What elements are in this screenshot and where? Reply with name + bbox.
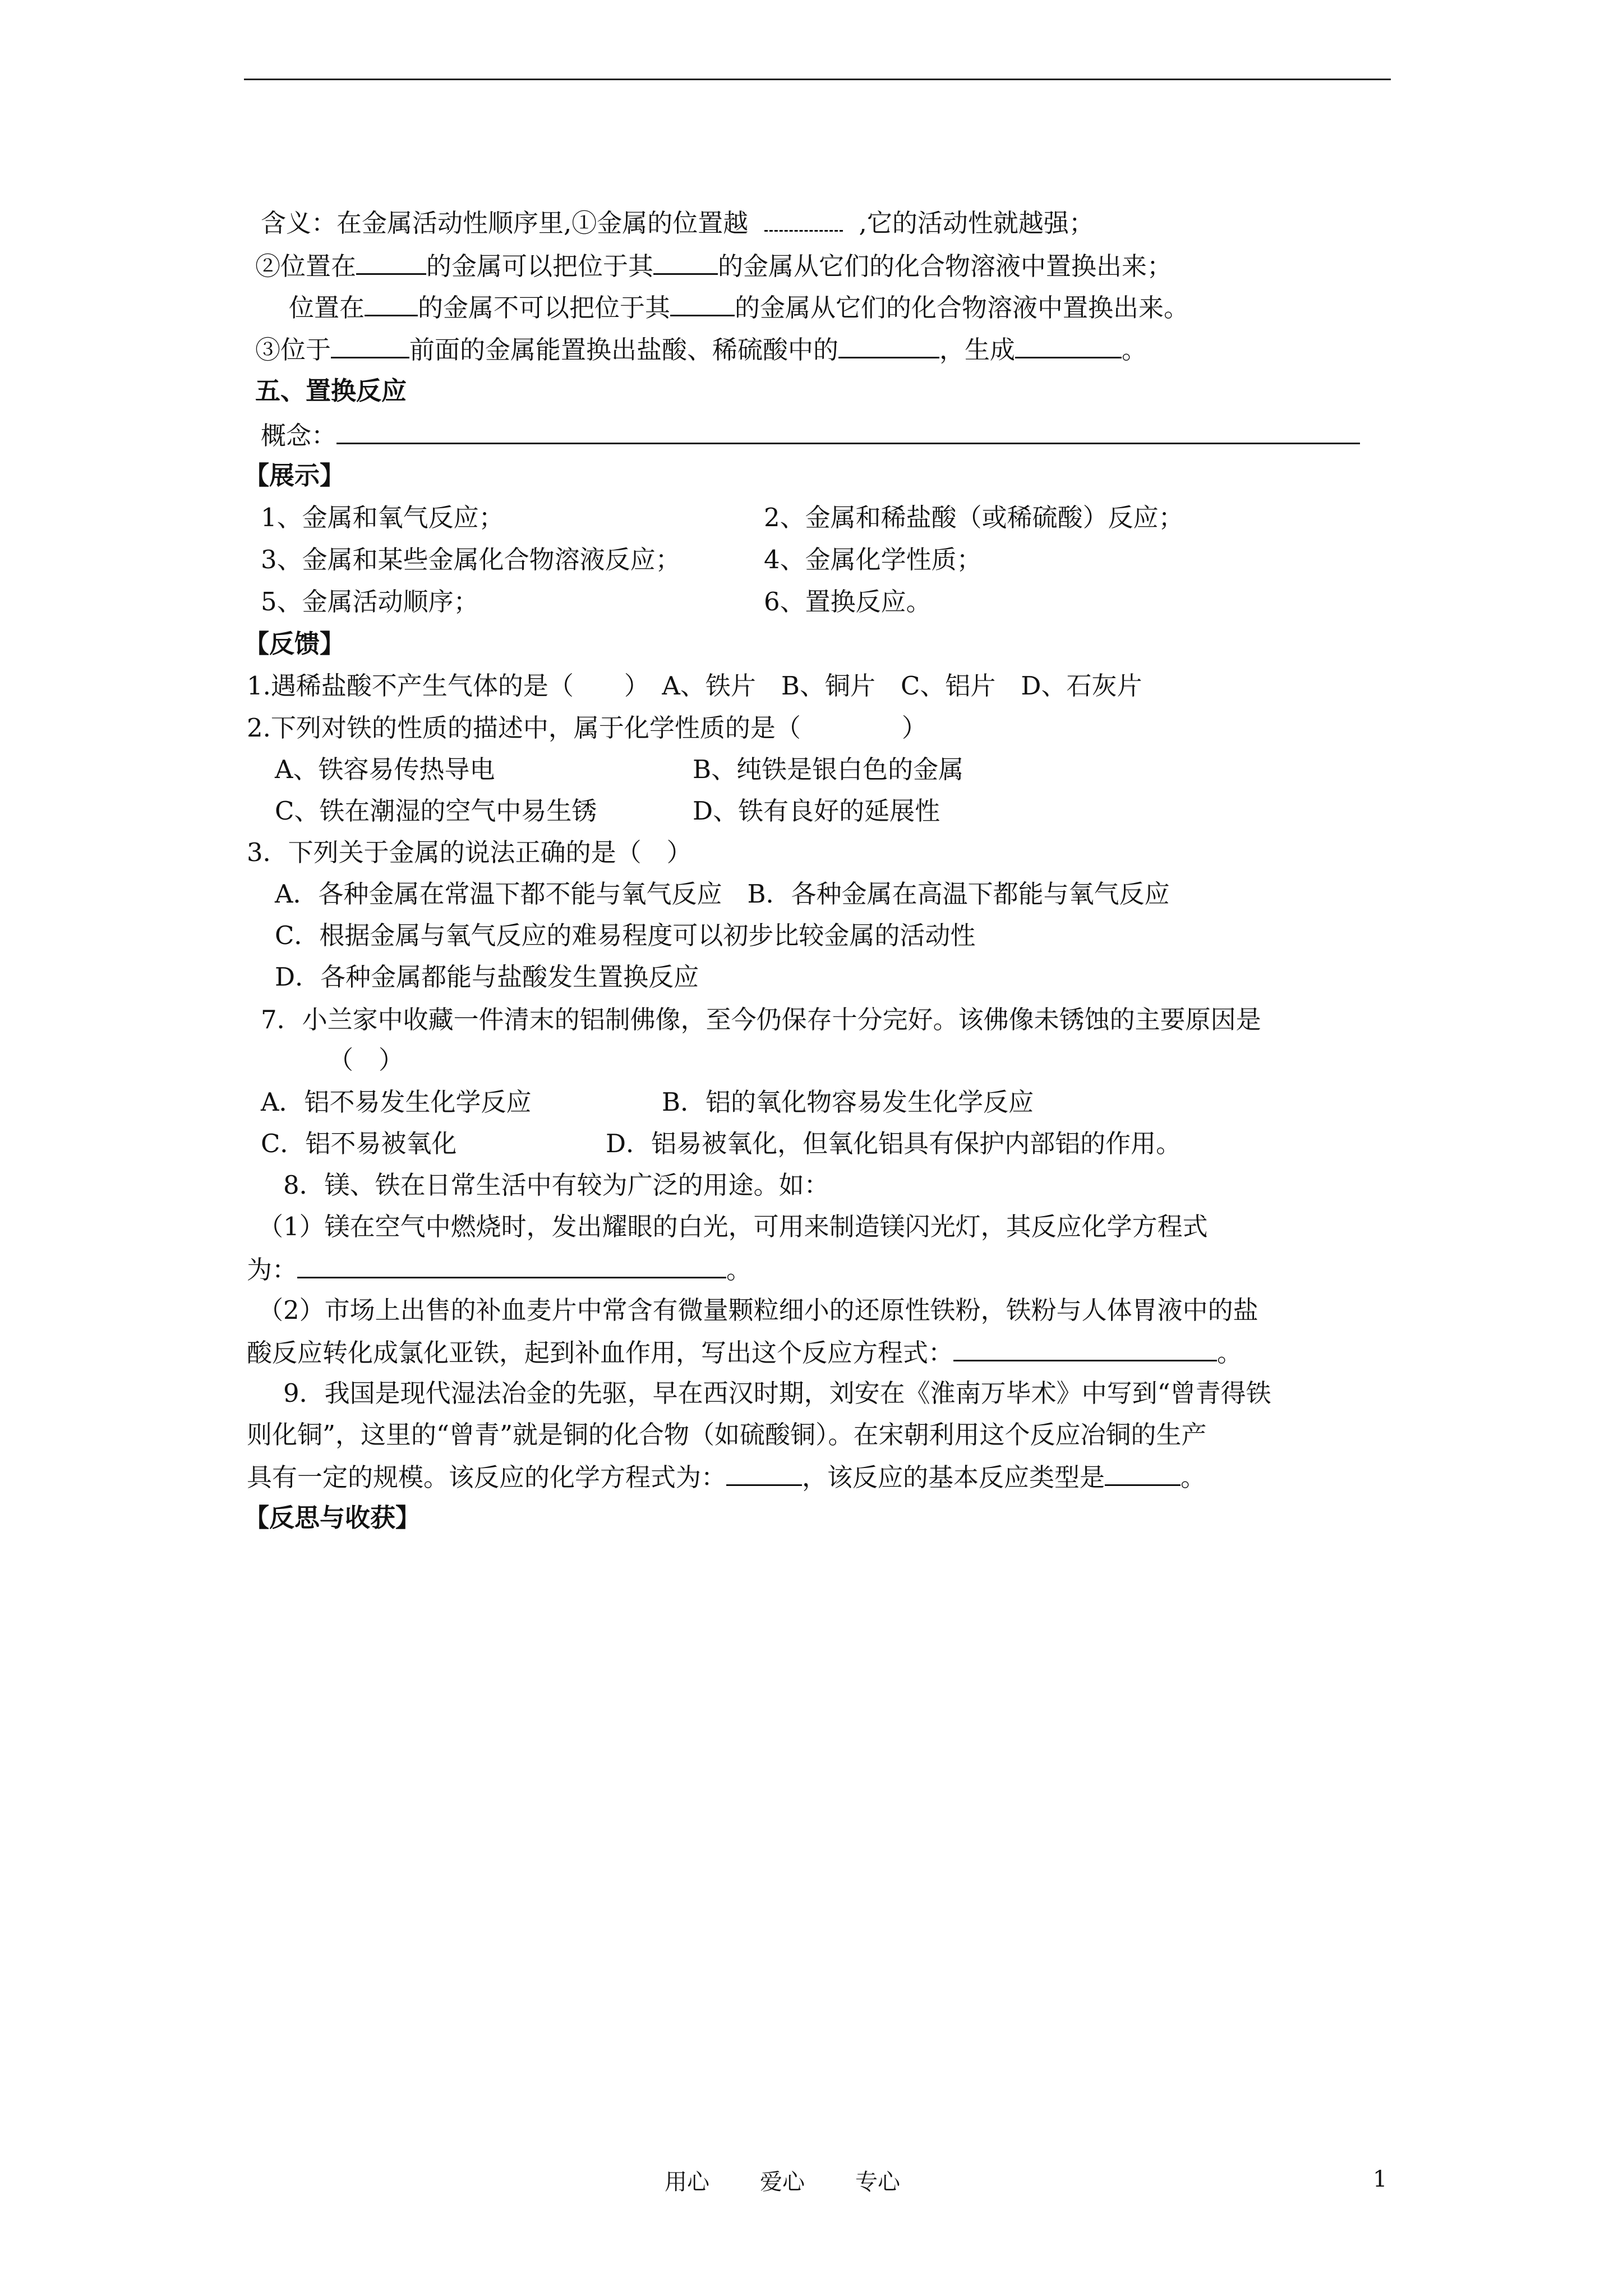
intro-line-4: ③位于 前面的金属能置换出盐酸、稀硫酸中的 ，生成 。 <box>255 332 1147 367</box>
question-8-1-answer: 为： 。 <box>247 1252 751 1287</box>
option: A、铁容易传热导电 <box>275 754 495 784</box>
display-item: 1、金属和氧气反应； <box>261 503 504 532</box>
intro-line-3: 位置在 的金属不可以把位于其 的金属从它们的化合物溶液中置换出来。 <box>289 290 1189 325</box>
display-heading: 【展示】 <box>244 461 345 490</box>
option: A．铝不易发生化学反应 <box>261 1087 532 1117</box>
display-item: 2、金属和稀盐酸（或稀硫酸）反应； <box>764 503 1184 532</box>
option: B、纯铁是银白色的金属 <box>693 754 964 784</box>
question-9-line-3: 具有一定的规模。该反应的化学方程式为： ，该反应的基本反应类型是 。 <box>247 1460 1206 1494</box>
question-2: 2.下列对铁的性质的描述中，属于化学性质的是（ ） <box>247 713 927 743</box>
question-8: 8．镁、铁在日常生活中有较为广泛的用途。如： <box>283 1170 829 1200</box>
option: C．根据金属与氧气反应的难易程度可以初步比较金属的活动性 <box>275 921 976 950</box>
question-7: 7．小兰家中收藏一件清末的铝制佛像，至今仍保存十分完好。该佛像未锈蚀的主要原因是 <box>261 1005 1261 1034</box>
option: A．各种金属在常温下都不能与氧气反应 B．各种金属在高温下都能与氧气反应 <box>275 879 1170 909</box>
question-7-paren: （ ） <box>328 1045 404 1075</box>
display-item: 4、金属化学性质； <box>764 545 982 574</box>
blank[interactable] <box>356 249 426 275</box>
footer-motto: 爱心 <box>760 2169 805 2195</box>
option: B．铝的氧化物容易发生化学反应 <box>662 1087 1034 1117</box>
blank[interactable] <box>1015 332 1122 358</box>
page-number: 1 <box>1373 2166 1387 2192</box>
option: C、铁在潮湿的空气中易生锈 <box>275 796 597 826</box>
answer-blank[interactable] <box>726 1460 802 1486</box>
option: D．各种金属都能与盐酸发生置换反应 <box>275 962 699 992</box>
answer-blank[interactable] <box>297 1252 726 1278</box>
blank[interactable] <box>331 332 409 358</box>
answer-blank[interactable] <box>953 1335 1217 1361</box>
option: D、铁有良好的延展性 <box>693 796 940 826</box>
question-1: 1.遇稀盐酸不产生气体的是（ ） A、铁片 B、铜片 C、铝片 D、石灰片 <box>247 671 1142 701</box>
section-title: 五、置换反应 <box>255 376 407 406</box>
footer-mottos <box>665 2164 951 2196</box>
intro-line-2: ②位置在 的金属可以把位于其 的金属从它们的化合物溶液中置换出来； <box>255 249 1172 283</box>
question-8-2-answer: 酸反应转化成氯化亚铁，起到补血作用，写出这个反应方程式： 。 <box>247 1335 1242 1370</box>
footer-motto: 专心 <box>855 2169 900 2195</box>
concept-line: 概念： <box>261 418 1360 453</box>
display-item: 6、置换反应。 <box>764 587 932 616</box>
question-3: 3．下列关于金属的说法正确的是（ ） <box>247 838 692 867</box>
blank[interactable] <box>838 332 939 358</box>
blank[interactable] <box>365 290 418 316</box>
blank[interactable] <box>764 205 843 232</box>
feedback-heading: 【反馈】 <box>244 629 345 659</box>
blank[interactable] <box>653 249 718 275</box>
concept-blank[interactable] <box>336 418 1360 444</box>
display-item: 5、金属活动顺序； <box>261 587 479 616</box>
intro-line-1: 含义：在金属活动性顺序里,①金属的位置越 ,它的活动性就越强； <box>261 205 1094 240</box>
blank[interactable] <box>670 290 735 316</box>
display-item: 3、金属和某些金属化合物溶液反应； <box>261 545 681 574</box>
option: C．铝不易被氧化 <box>261 1129 457 1158</box>
question-8-2: （2）市场上出售的补血麦片中常含有微量颗粒细小的还原性铁粉，铁粉与人体胃液中的盐 <box>258 1295 1258 1325</box>
header-rule <box>244 79 1391 80</box>
question-8-1: （1）镁在空气中燃烧时，发出耀眼的白光，可用来制造镁闪光灯，其反应化学方程式 <box>258 1212 1208 1241</box>
footer-motto: 用心 <box>665 2169 709 2195</box>
answer-blank[interactable] <box>1105 1460 1181 1486</box>
question-9-line-2: 则化铜”，这里的“曾青”就是铜的化合物（如硫酸铜）。在宋朝利用这个反应冶铜的生产 <box>247 1420 1207 1450</box>
option: D．铝易被氧化，但氧化铝具有保护内部铝的作用。 <box>606 1129 1182 1158</box>
question-9: 9．我国是现代湿法冶金的先驱，早在西汉时期，刘安在《淮南万毕术》中写到“曾青得铁 <box>283 1378 1271 1408</box>
reflection-heading: 【反思与收获】 <box>244 1503 421 1533</box>
